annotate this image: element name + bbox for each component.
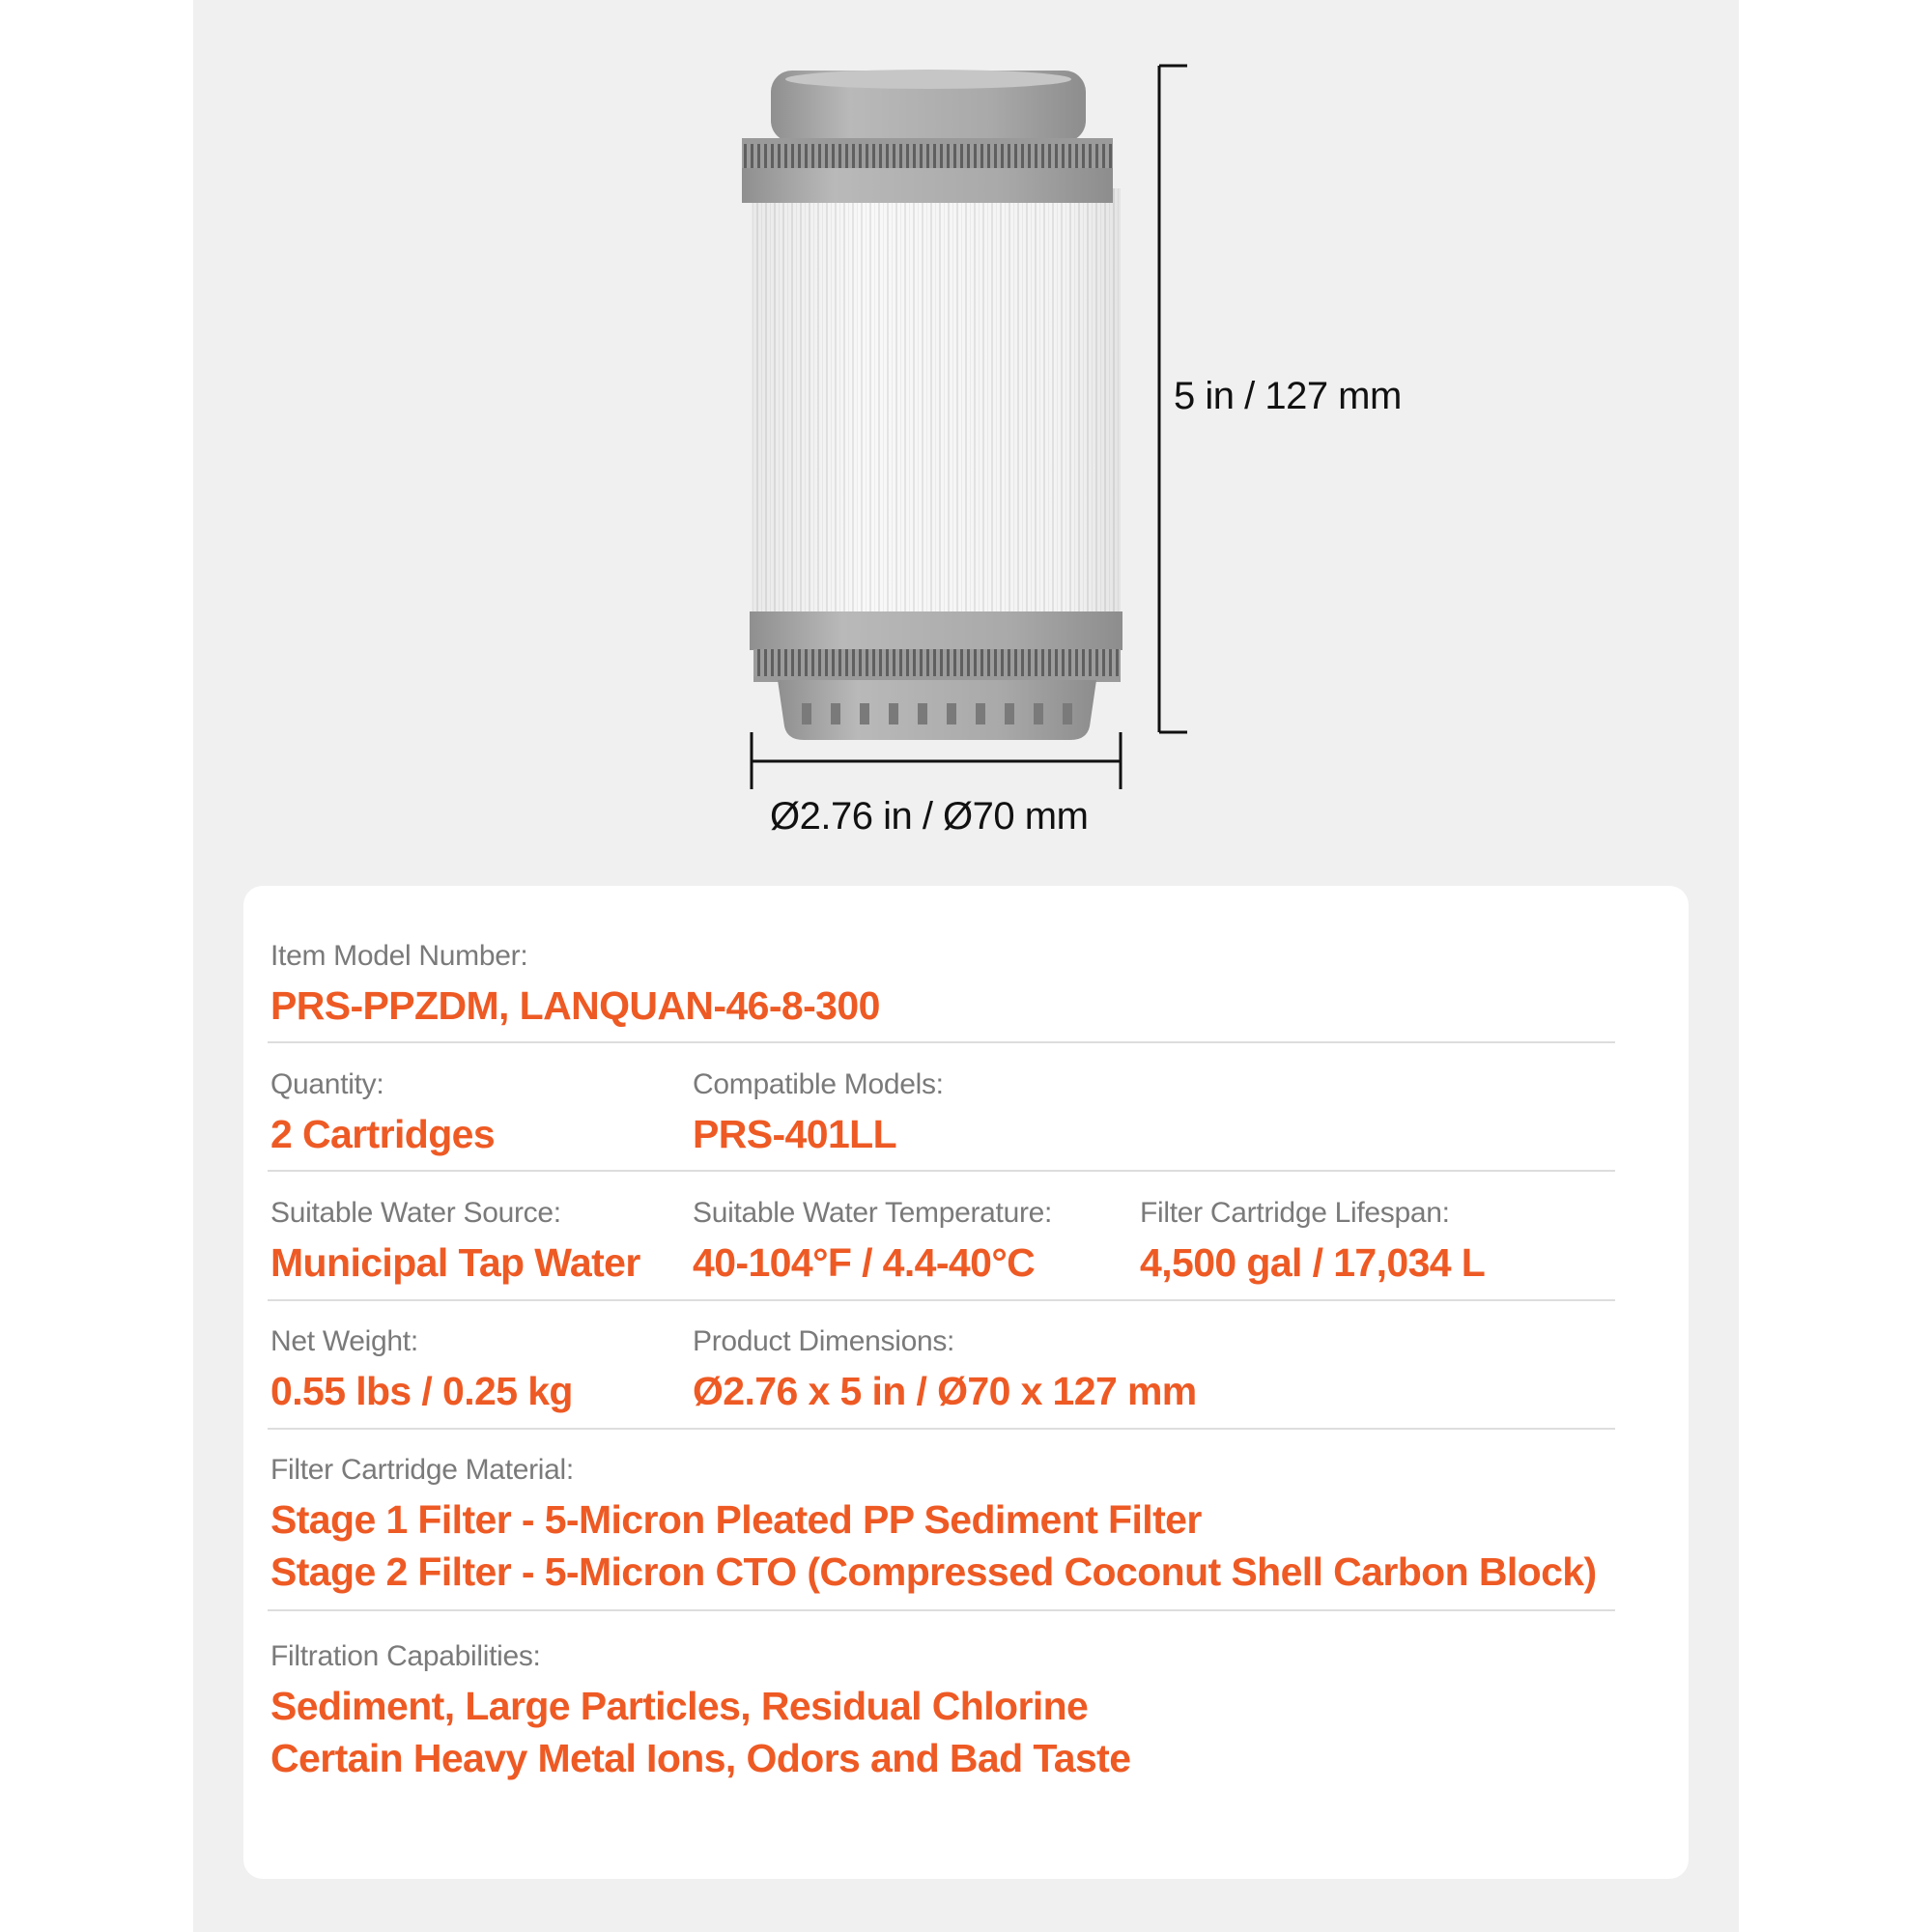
diameter-dimension-label: Ø2.76 in / Ø70 mm xyxy=(770,795,1089,838)
spec-label: Compatible Models: xyxy=(693,1068,944,1100)
spec-capabilities xyxy=(270,1639,1130,1784)
spec-row-model xyxy=(268,939,1615,1043)
spec-value-line-1: Sediment, Large Particles, Residual Chlorine xyxy=(270,1684,1089,1728)
spec-value: 2 Cartridges xyxy=(270,1112,496,1156)
spec-row-material xyxy=(268,1453,1615,1611)
spec-value: 40-104°F / 4.4-40°C xyxy=(693,1240,1036,1285)
spec-material xyxy=(270,1453,1597,1598)
height-dimension-label: 5 in / 127 mm xyxy=(1174,375,1402,417)
spec-label: Suitable Water Temperature: xyxy=(693,1197,1053,1229)
filter-cartridge-image xyxy=(0,0,1932,869)
diameter-dimension-line xyxy=(752,732,1121,789)
product-illustration xyxy=(0,0,1932,869)
spec-label: Product Dimensions: xyxy=(693,1325,955,1357)
spec-row-quantity xyxy=(268,1067,1615,1172)
spec-value: Ø2.76 x 5 in / Ø70 x 127 mm xyxy=(693,1369,1197,1413)
spec-compatible xyxy=(693,1067,944,1160)
spec-quantity xyxy=(270,1067,495,1160)
spec-value: PRS-PPZDM, LANQUAN-46-8-300 xyxy=(270,983,880,1028)
spec-row-physical xyxy=(268,1324,1615,1430)
spec-card xyxy=(243,886,1689,1879)
spec-source xyxy=(270,1196,640,1289)
spec-dimensions xyxy=(693,1324,1197,1417)
spec-label: Item Model Number: xyxy=(270,940,528,972)
spec-label: Filtration Capabilities: xyxy=(270,1640,541,1672)
spec-value: PRS-401LL xyxy=(693,1112,897,1156)
spec-value: 0.55 lbs / 0.25 kg xyxy=(270,1369,573,1413)
bottom-ribbed-ring xyxy=(753,649,1121,680)
spec-lifespan xyxy=(1140,1196,1485,1289)
spec-model xyxy=(270,939,880,1032)
spec-value: 4,500 gal / 17,034 L xyxy=(1140,1240,1486,1285)
bottom-cap xyxy=(778,680,1096,740)
spec-label: Suitable Water Source: xyxy=(270,1197,561,1229)
spec-value: Municipal Tap Water xyxy=(270,1240,640,1285)
spec-label: Filter Cartridge Material: xyxy=(270,1454,574,1486)
spec-weight xyxy=(270,1324,573,1417)
spec-value-line-2: Stage 2 Filter - 5-Micron CTO (Compressed Coconut Shell Carbon Block) xyxy=(270,1549,1597,1594)
spec-row-capabilities xyxy=(268,1639,1615,1794)
spec-label: Net Weight: xyxy=(270,1325,418,1357)
bottom-band xyxy=(750,611,1122,650)
spec-row-water xyxy=(268,1196,1615,1301)
spec-label: Filter Cartridge Lifespan: xyxy=(1140,1197,1450,1229)
spec-value-line-2: Certain Heavy Metal Ions, Odors and Bad Taste xyxy=(270,1736,1131,1780)
spec-value-line-1: Stage 1 Filter - 5-Micron Pleated PP Sediment Filter xyxy=(270,1497,1202,1542)
spec-label: Quantity: xyxy=(270,1068,384,1100)
spec-temperature xyxy=(693,1196,1052,1289)
